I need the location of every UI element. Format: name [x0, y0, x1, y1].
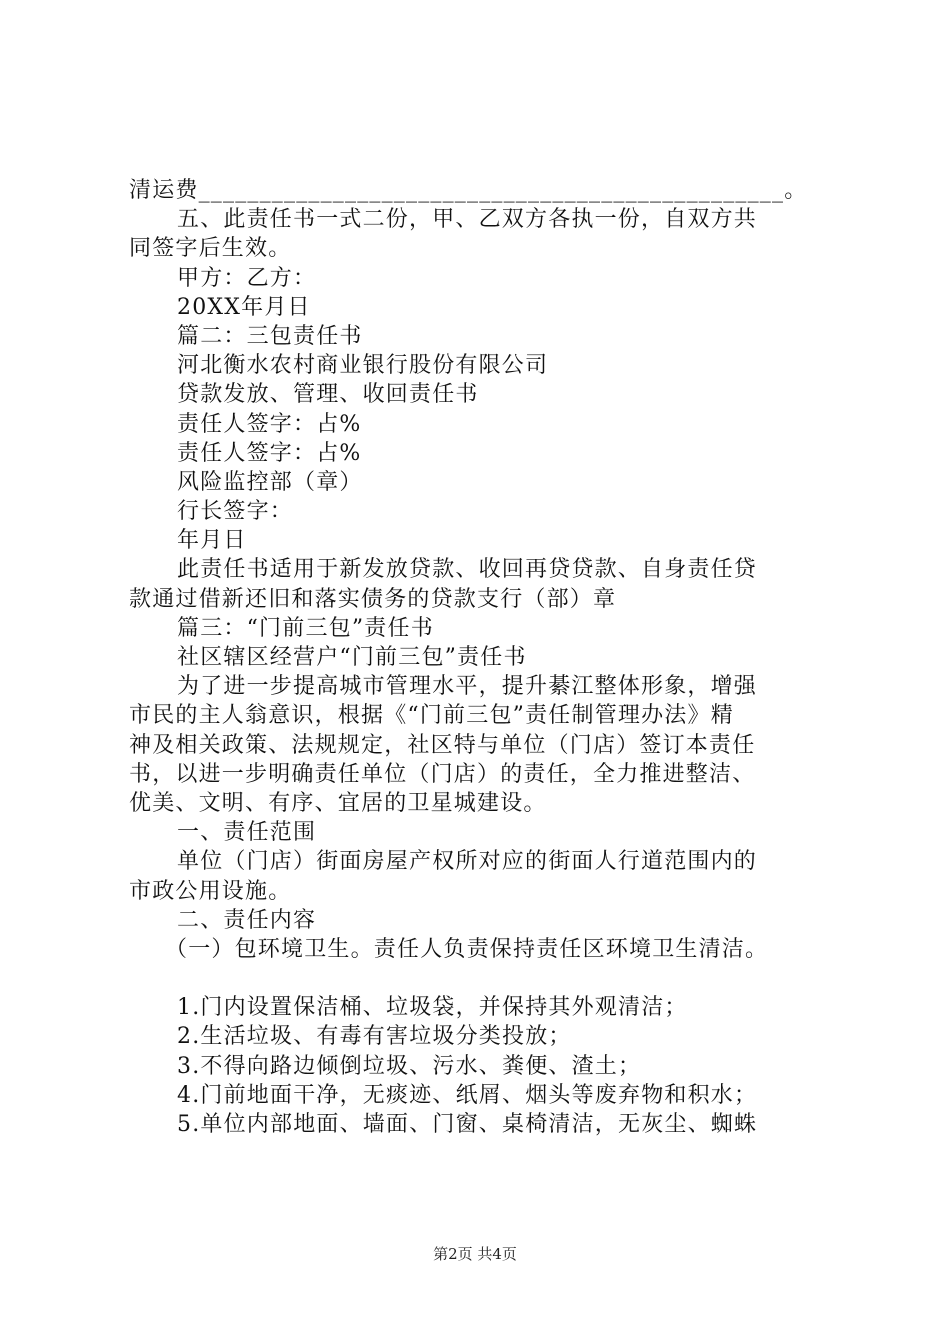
list-item: 3.不得向路边倾倒垃圾、污水、粪便、渣土； [177, 1053, 642, 1079]
text-line: 市政公用设施。 [129, 878, 292, 904]
text-line: 五、此责任书一式二份，甲、乙双方各执一份，自双方共 [177, 207, 758, 233]
text-line: 此责任书适用于新发放贷款、收回再贷贷款、自身责任贷 [177, 557, 758, 583]
list-item: 5.单位内部地面、墙面、门窗、桌椅清洁，无灰尘、蜘蛛 [177, 1112, 758, 1137]
section-heading: 篇二：三包责任书 [177, 323, 363, 349]
document-body [129, 176, 839, 1139]
text-line: 甲方：乙方： [177, 265, 317, 291]
text-line: 河北衡水农村商业银行股份有限公司 [177, 353, 549, 379]
text-line: 神及相关政策、法规规定，社区特与单位（门店）签订本责任 [129, 732, 756, 758]
text-line: 为了进一步提高城市管理水平，提升綦江整体形象，增强 [177, 674, 758, 700]
text-line: 一、责任范围 [177, 820, 317, 846]
text-line: 优美、文明、有序、宜居的卫星城建设。 [129, 790, 547, 816]
text-line: 市民的主人翁意识，根据《“门前三包”责任制管理办法》精 [129, 703, 734, 729]
section-heading: 篇三：“门前三包”责任书 [177, 615, 434, 641]
list-item: 4.门前地面干净，无痰迹、纸屑、烟头等废弃物和积水； [177, 1082, 758, 1108]
text-line: 责任人签字：占% [177, 440, 362, 466]
text-line: 行长签字： [177, 499, 294, 525]
text-line: 二、责任内容 [177, 907, 317, 933]
page-footer: 第2页 共4页 [433, 1245, 517, 1263]
list-item: 2.生活垃圾、有毒有害垃圾分类投放； [177, 1024, 572, 1050]
blank-line [129, 964, 839, 993]
text-line: 20XX年月日 [177, 294, 311, 320]
text-line: 责任人签字：占% [177, 411, 362, 437]
text-line: （一）包环境卫生。责任人负责保持责任区环境卫生清洁。 [165, 936, 769, 962]
text-line: 款通过借新还旧和落实债务的贷款支行（部）章 [129, 586, 617, 612]
text-line: 单位（门店）街面房屋产权所对应的街面人行道范围内的 [177, 849, 758, 875]
text-line: 社区辖区经营户“门前三包”责任书 [177, 645, 527, 670]
text-line: 书，以进一步明确责任单位（门店）的责任，全力推进整洁、 [129, 761, 756, 787]
text-line: 清运费________________________________________________。 [129, 178, 808, 203]
text-line: 年月日 [177, 528, 247, 554]
list-item: 1.门内设置保洁桶、垃圾袋，并保持其外观清洁； [177, 995, 688, 1021]
text-line: 同签字后生效。 [129, 236, 292, 262]
text-line: 风险监控部（章） [177, 469, 363, 495]
text-line: 贷款发放、管理、收回责任书 [177, 382, 479, 408]
